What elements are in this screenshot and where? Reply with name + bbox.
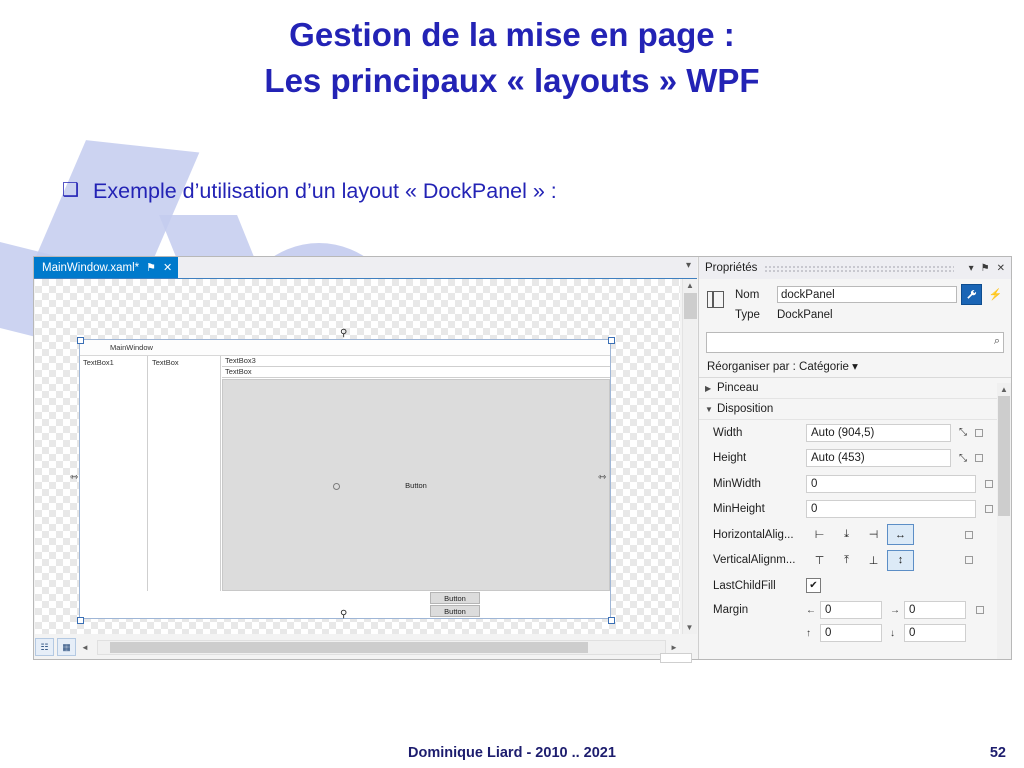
scroll-thumb-horizontal[interactable] [110, 642, 588, 653]
property-value-input[interactable]: 0 [806, 475, 976, 493]
page-title-line-1: Gestion de la mise en page : [289, 16, 735, 53]
properties-vertical-scrollbar[interactable] [997, 383, 1011, 659]
designer-snap-button[interactable]: ▦ [57, 638, 76, 656]
type-label: Type [735, 309, 760, 321]
dockpanel-left-textbox1[interactable]: TextBox1 [80, 356, 148, 591]
close-icon[interactable]: ✕ [996, 262, 1005, 274]
property-row-minheight [699, 497, 1011, 523]
resize-handle-top-right[interactable] [608, 337, 615, 344]
arrange-by-selector[interactable] [699, 357, 1011, 378]
margin-right-cell [890, 601, 966, 619]
pin-icon[interactable]: ⚑ [980, 262, 990, 274]
designed-window[interactable] [79, 339, 611, 619]
collapse-triangle-icon[interactable]: ▼ [705, 404, 713, 414]
margin-left-cell [806, 601, 882, 619]
bullet-item-label: Exemple d’utilisation d’un layout « DockPanel » : [93, 179, 557, 203]
property-row-margin-vertical [699, 622, 1011, 645]
margin-bottom-input[interactable]: 0 [904, 624, 966, 642]
property-label: MinHeight [713, 503, 765, 516]
dockpanel-fill-button[interactable]: Button [222, 379, 610, 591]
dock-adorner-left[interactable]: ⇿ [70, 472, 79, 483]
bullet-square-icon: ❑ [62, 180, 80, 201]
dockpanel-left-textbox2[interactable]: TextBox [149, 356, 221, 591]
auto-size-icon[interactable]: ⤡ [959, 452, 966, 464]
resize-handle-bottom-right[interactable] [608, 617, 615, 624]
wrench-glyph [966, 289, 977, 300]
scroll-thumb[interactable] [998, 396, 1010, 516]
margin-left-input[interactable]: 0 [820, 601, 882, 619]
margin-bottom-cell [890, 624, 966, 642]
arrow-right-icon: → [890, 604, 900, 616]
arrange-by-label: Réorganiser par : Catégorie [707, 361, 849, 373]
property-value-input[interactable]: 0 [806, 500, 976, 518]
center-marker-icon [333, 483, 340, 490]
page-title-line-2: Les principaux « layouts » WPF [264, 62, 760, 99]
category-label: Pinceau [717, 382, 759, 394]
properties-identity-block [699, 279, 1011, 329]
category-disposition[interactable] [699, 399, 1011, 420]
property-label: HorizontalAlig... [713, 528, 794, 541]
designer-horizontal-scrollbar[interactable] [97, 640, 666, 655]
designer-pane [34, 257, 697, 659]
category-pinceau[interactable] [699, 378, 1011, 399]
vertical-alignment-group [806, 550, 951, 571]
advanced-options-icon[interactable] [965, 556, 973, 564]
name-label: Nom [735, 288, 760, 301]
xaml-view-tab[interactable] [660, 653, 692, 663]
dock-adorner-right[interactable]: ⇿ [598, 472, 607, 483]
designer-vertical-scrollbar[interactable] [682, 279, 697, 634]
advanced-options-icon[interactable] [965, 531, 973, 539]
property-row-horizontal-alignment [699, 522, 1011, 548]
margin-right-input[interactable]: 0 [904, 601, 966, 619]
scroll-up-icon[interactable]: ▲ [686, 281, 694, 290]
auto-size-icon[interactable]: ⤡ [959, 427, 966, 439]
header-dots [765, 265, 953, 272]
property-label: Width [713, 426, 743, 439]
tab-label: MainWindow.xaml* [42, 261, 140, 274]
element-type-icon [707, 291, 724, 308]
type-row [735, 309, 1005, 321]
arrow-down-icon: ↓ [890, 627, 895, 639]
align-center-icon[interactable]: ⤓ [844, 528, 849, 541]
property-row-vertical-alignment [699, 548, 1011, 574]
property-row-height [699, 446, 1011, 472]
property-label: MinWidth [713, 477, 761, 490]
advanced-options-icon[interactable] [985, 480, 993, 488]
category-label: Disposition [717, 403, 774, 415]
dockpanel-bottom-button-2[interactable]: Button [430, 605, 480, 617]
align-bottom-icon[interactable]: ⊥ [868, 554, 879, 567]
type-value: DockPanel [777, 309, 833, 321]
footer-page-number: 52 [989, 745, 1006, 761]
align-right-icon[interactable]: ⊣ [868, 529, 879, 542]
property-value-input[interactable]: Auto (453) [806, 449, 951, 467]
align-stretch-vertical-icon[interactable]: ↕ [887, 550, 914, 571]
designer-zoom-button[interactable]: ☷ [35, 638, 54, 656]
events-lightning-icon[interactable]: ⚡ [988, 289, 1003, 301]
designer-tab-strip [34, 257, 697, 279]
align-stretch-icon[interactable]: ↔ [887, 524, 914, 545]
resize-handle-top-left[interactable] [77, 337, 84, 344]
arrow-up-icon: ↑ [806, 627, 811, 639]
advanced-options-icon[interactable] [976, 606, 984, 614]
properties-header [699, 257, 1011, 279]
designed-window-titlebar: MainWindow [80, 340, 610, 356]
pin-icon[interactable]: ⚑ [146, 262, 157, 274]
property-row-width [699, 420, 1011, 446]
xaml-splitter[interactable] [35, 656, 680, 659]
bullet-item [62, 176, 557, 206]
close-icon[interactable]: ✕ [163, 262, 173, 274]
properties-title: Propriétés [705, 262, 758, 274]
align-middle-icon[interactable]: ⤒ [844, 553, 849, 566]
visual-studio-screenshot [33, 256, 1012, 660]
lastchildfill-checkbox[interactable]: ✔ [806, 578, 821, 593]
property-label: LastChildFill [713, 579, 776, 592]
scroll-up-icon[interactable]: ▲ [1000, 385, 1008, 394]
designer-bottom-bar [35, 638, 680, 656]
advanced-options-icon[interactable] [975, 429, 983, 437]
dock-adorner-top[interactable]: ⚲ [340, 328, 348, 339]
page-title [0, 12, 1024, 104]
advanced-options-icon[interactable] [985, 505, 993, 513]
property-row-minwidth [699, 471, 1011, 497]
margin-top-input[interactable]: 0 [820, 624, 882, 642]
scroll-left-icon[interactable]: ◄ [81, 642, 89, 652]
footer-author: Dominique Liard - 2010 .. 2021 [408, 745, 616, 761]
property-label: Margin [713, 604, 749, 616]
name-row [735, 284, 1005, 305]
resize-handle-bottom-left[interactable] [77, 617, 84, 624]
align-left-icon[interactable]: ⊢ [814, 529, 825, 542]
property-label: VerticalAlignm... [713, 554, 796, 567]
expand-triangle-icon[interactable]: ▶ [705, 383, 712, 393]
align-top-icon[interactable]: ⊤ [814, 554, 825, 567]
horizontal-alignment-group [806, 524, 951, 545]
dockpanel-top-textbox4[interactable]: TextBox [222, 367, 610, 378]
property-label: Height [713, 452, 747, 465]
advanced-options-icon[interactable] [975, 454, 983, 462]
property-row-lastchildfill [699, 573, 1011, 599]
properties-panel [698, 257, 1011, 659]
arrow-left-icon: ← [806, 604, 816, 616]
dock-adorner-bottom[interactable]: ⚲ [340, 609, 348, 620]
scroll-down-icon[interactable]: ▼ [685, 623, 694, 632]
tab-mainwindow-xaml[interactable] [34, 257, 178, 278]
property-value-input[interactable]: Auto (904,5) [806, 424, 951, 442]
property-row-margin [699, 599, 1011, 622]
properties-search-input[interactable] [706, 332, 1004, 353]
dockpanel-top-textbox3[interactable]: TextBox3 [222, 356, 610, 367]
chevron-down-icon[interactable]: ▾ [685, 260, 691, 271]
scroll-right-icon[interactable]: ► [670, 642, 678, 652]
wrench-icon[interactable] [961, 284, 982, 305]
search-icon[interactable]: ⌕ [993, 335, 1000, 347]
dockpanel-bottom-button-1[interactable]: Button [430, 592, 480, 604]
scroll-thumb[interactable] [684, 293, 697, 319]
chevron-down-icon[interactable]: ▾ [968, 262, 974, 274]
design-surface[interactable] [35, 279, 680, 634]
name-input[interactable]: dockPanel [777, 286, 957, 303]
margin-top-cell [806, 624, 882, 642]
chevron-down-icon[interactable]: ▾ [852, 361, 858, 373]
